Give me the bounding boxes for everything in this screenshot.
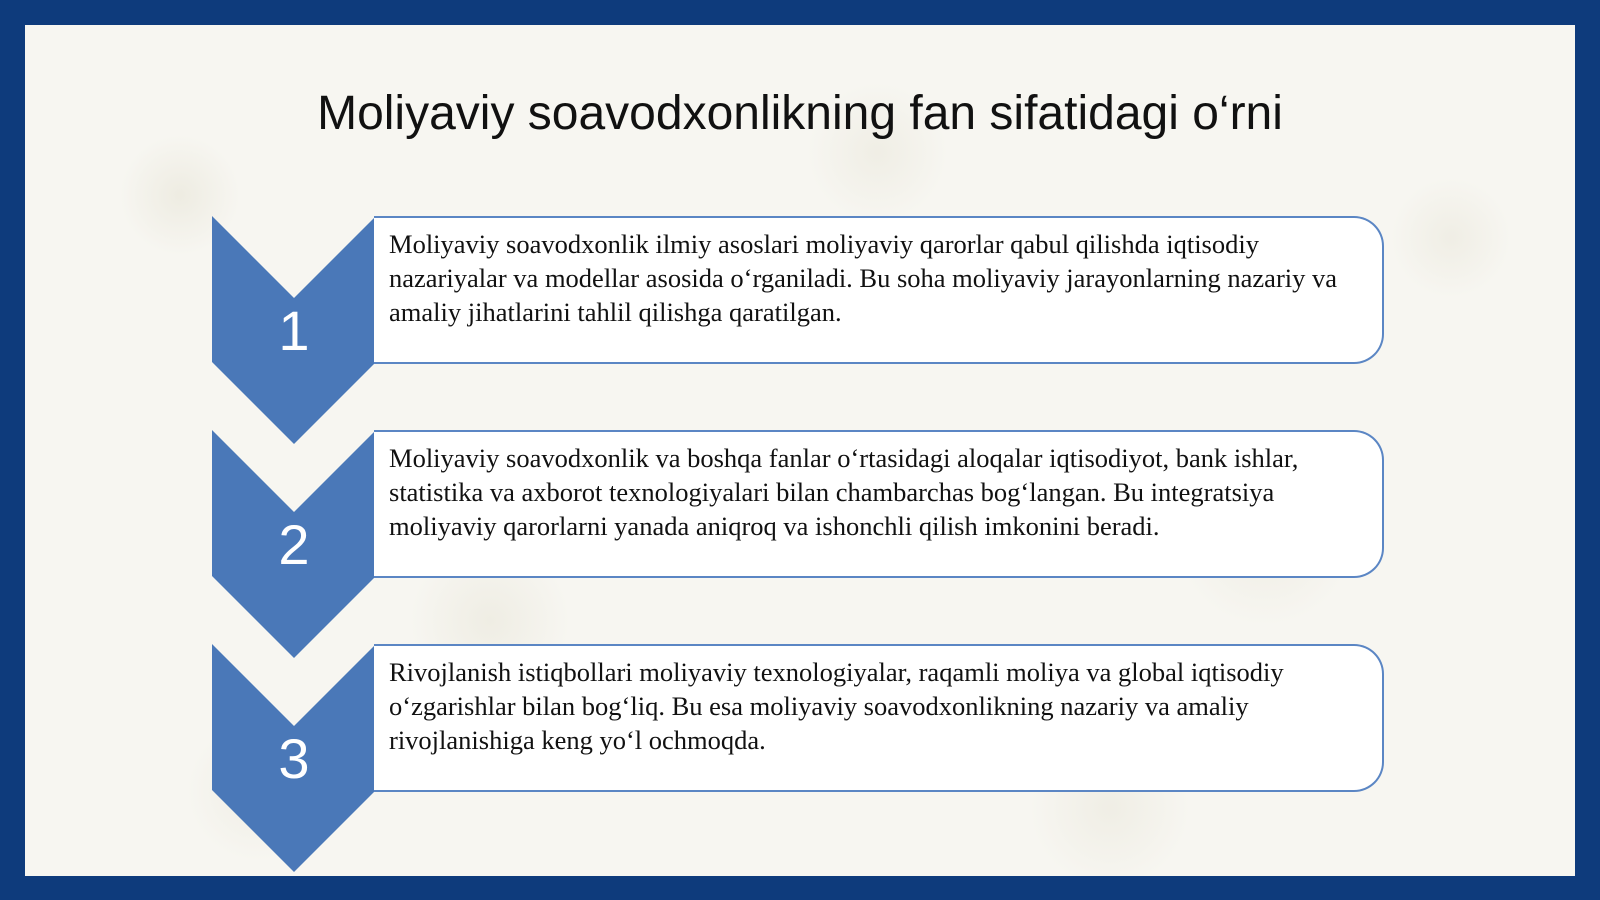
step-2-text: Moliyaviy soavodxonlik va boshqa fanlar o‘rtasidagi aloqalar iqtisodiyot, bank ishlar, statistika va axborot texnologiyalari bilan chambarchas bog‘langan. Bu integratsiya moliyaviy qarorlarni yanada aniqroq va ishonchli qilish imkonini beradi.: [389, 443, 1299, 541]
step-1-text-box: [374, 216, 1384, 364]
step-2-text-box: [374, 430, 1384, 578]
step-1-text: Moliyaviy soavodxonlik ilmiy asoslari moliyaviy qarorlar qabul qilishda iqtisodiy nazariyalar va modellar asosida o‘rganiladi. Bu soha moliyaviy jarayonlarning nazariy va amaliy jihatlarini tahlil qilishga qaratilgan.: [389, 229, 1338, 327]
step-3-number: 3: [278, 727, 310, 790]
step-3-text-box: [374, 644, 1384, 792]
step-2-number: 2: [278, 513, 310, 576]
step-3-text: Rivojlanish istiqbollari moliyaviy texnologiyalar, raqamli moliya va global iqtisodiy o‘zgarishlar bilan bog‘liq. Bu esa moliyaviy soavodxonlikning nazariy va amaliy rivojlanishiga keng yo‘l ochmoqda.: [389, 657, 1284, 755]
step-1-number: 1: [278, 299, 310, 362]
slide-title: Moliyaviy soavodxonlikning fan sifatidagi o‘rni: [317, 87, 1283, 140]
